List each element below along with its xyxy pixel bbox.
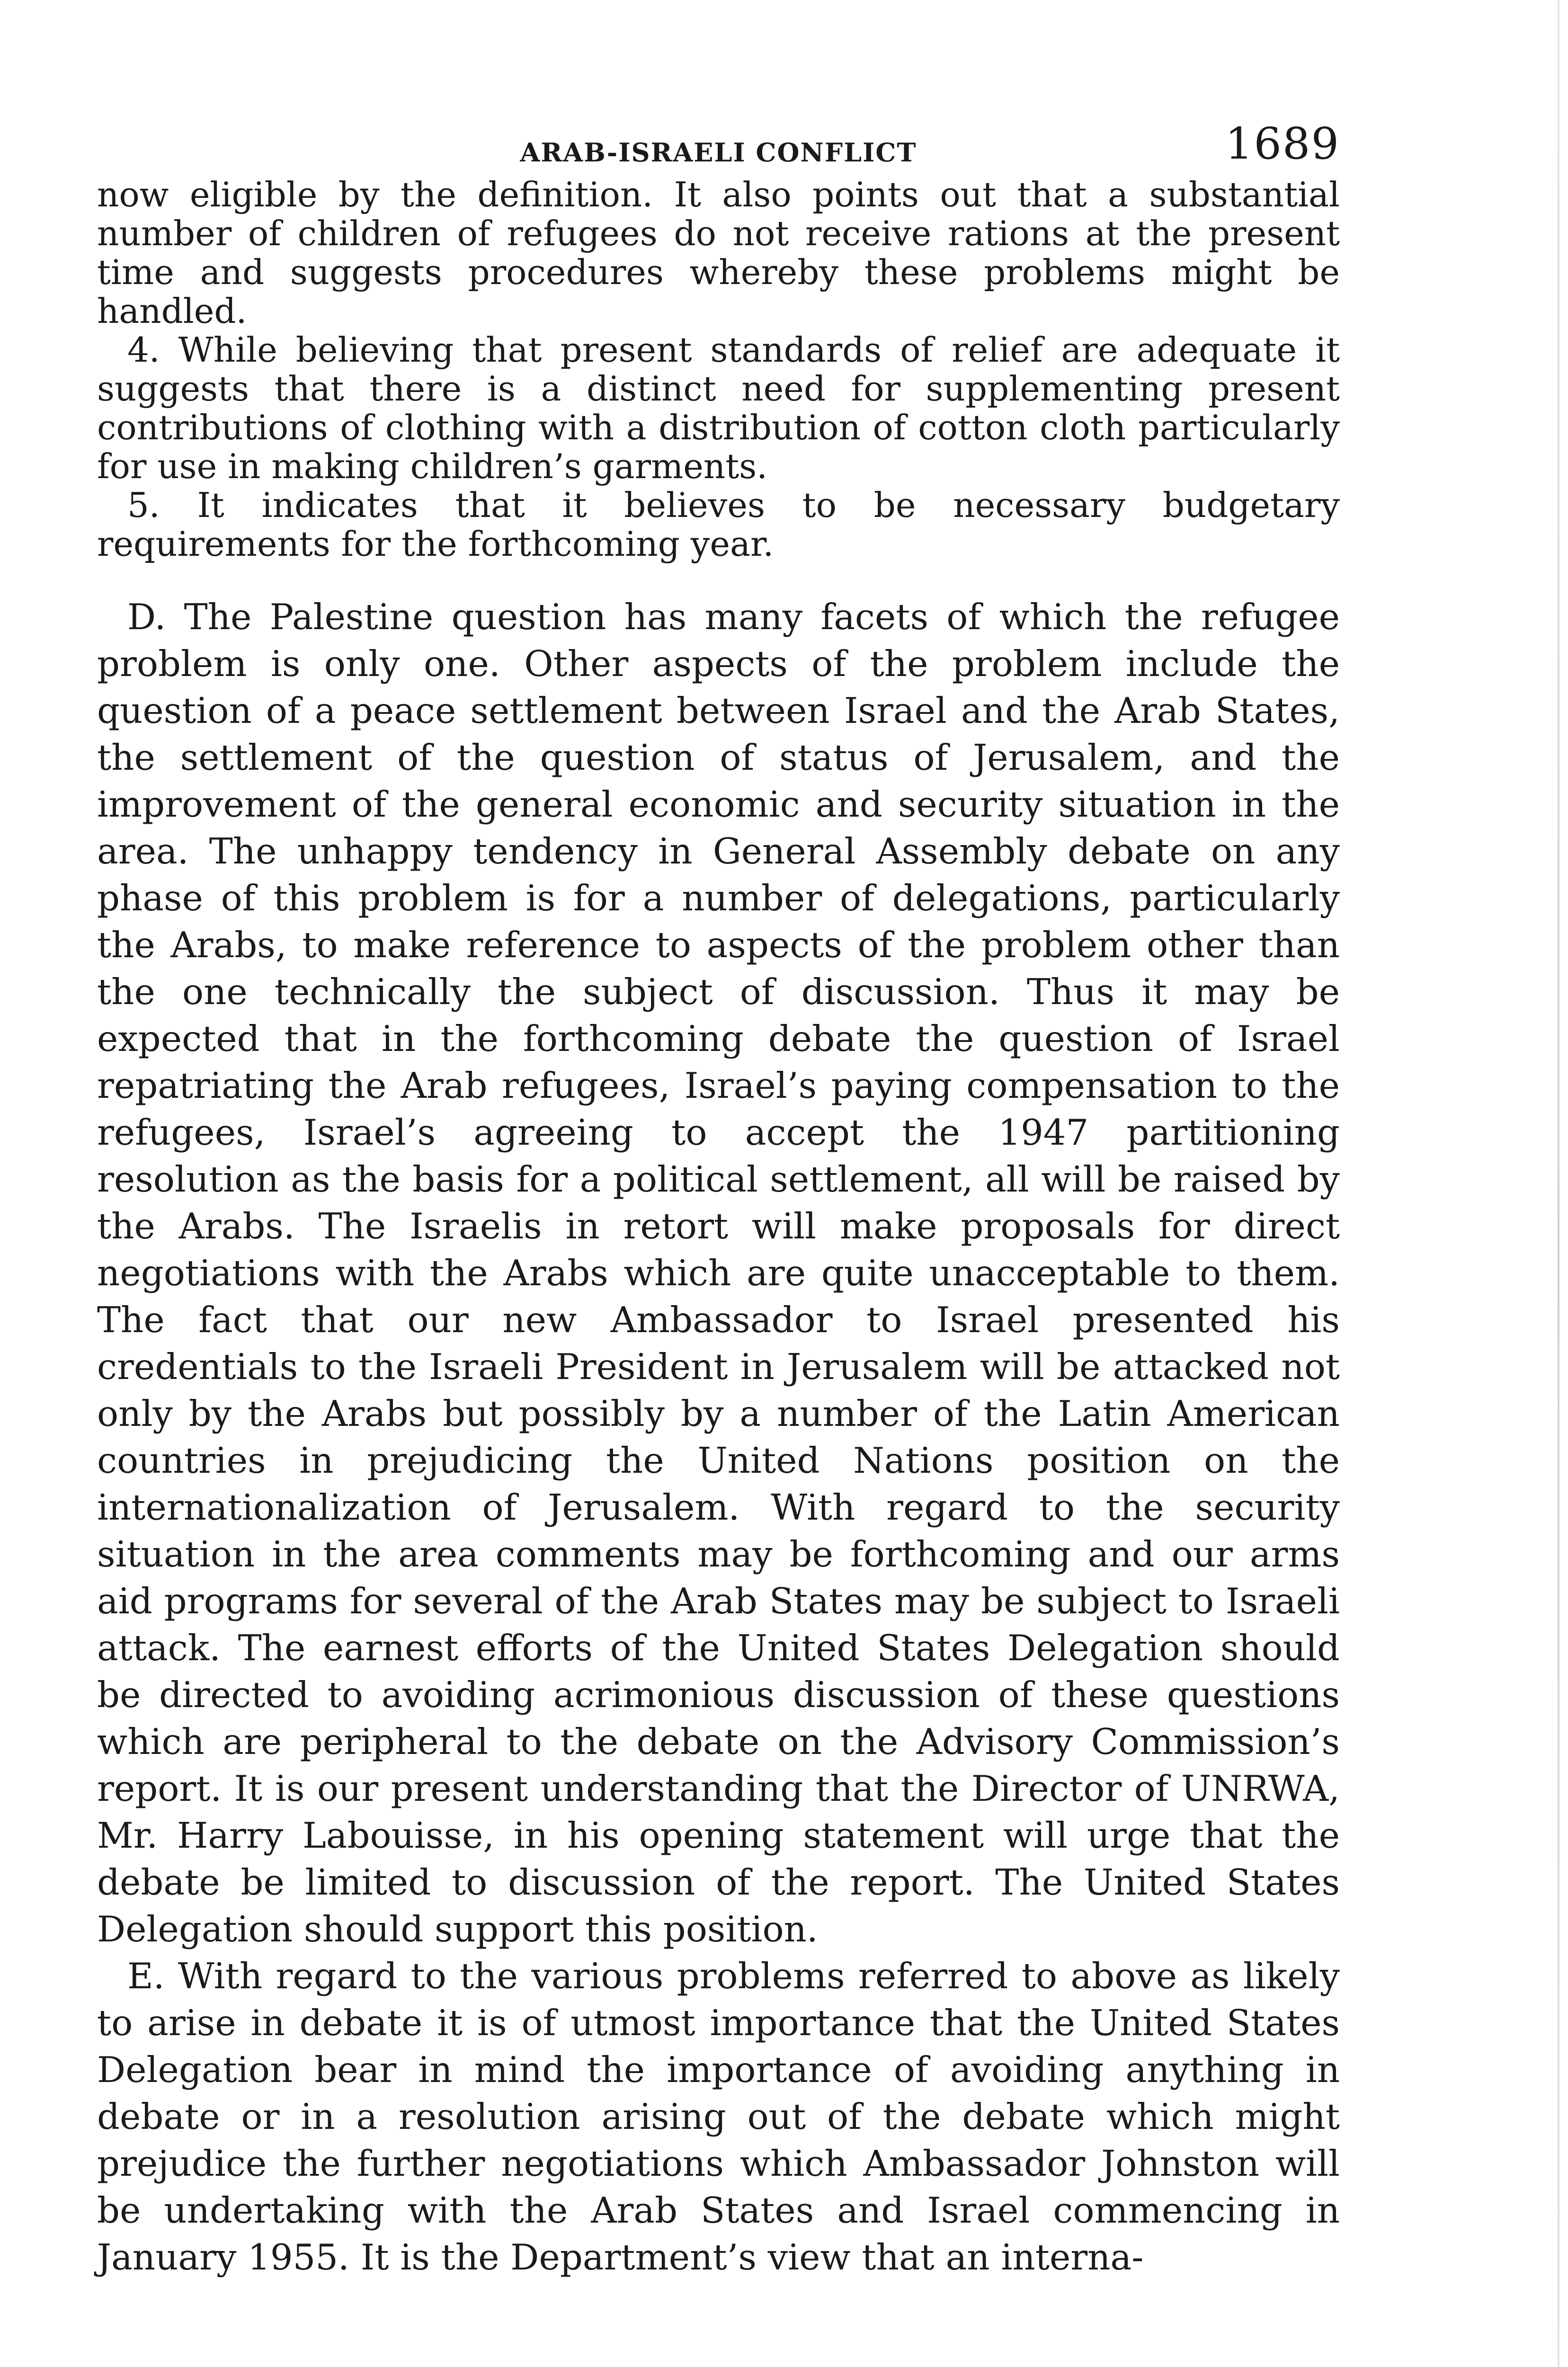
- paragraph-d: D. The Palestine question has many facets of which the refugee problem is only one. Other aspects of the problem include the question of a peace settlement between Israel and the Arab States, the settlement of the question of status of Jerusalem, and the improvement of the general economic and security situation in the area. The unhappy tendency in General Assembly debate on any phase of this problem is for a number of delegations, particularly the Arabs, to make reference to aspects of the problem other than the one technically the subject of discussion. Thus it may be expected that in the forthcoming debate the question of Israel repatriating the Arab refugees, Israel’s paying compensation to the refugees, Israel’s agreeing to accept the 1947 partitioning resolution as the basis for a political settlement, all will be raised by the Arabs. The Israelis in retort will make proposals for direct negotiations with the Arabs which are quite unacceptable to them. The fact that our new Ambassador to Israel presented his credentials to the Israeli President in Jerusalem will be attacked not only by the Arabs but possibly by a number of the Latin American countries in prejudicing the United Nations position on the internationalization of Jerusalem. With regard to the security situation in the area comments may be forthcoming and our arms aid programs for several of the Arab States may be subject to Israeli attack. The earnest efforts of the United States Delegation should be directed to avoiding acrimonious discussion of these questions which are peripheral to the debate on the Advisory Commission’s report. It is our present understanding that the Director of UNRWA, Mr. Harry Labouisse, in his opening statement will urge that the debate be limited to discussion of the report. The United States Delegation should support this position.: [97, 596, 1340, 1950]
- summary-block: [97, 175, 1340, 563]
- main-text-block: [97, 594, 1340, 2281]
- page-edge: [1558, 0, 1559, 2367]
- paragraph-e: E. With regard to the various problems referred to above as likely to arise in debate it is of utmost importance that the United States Delegation bear in mind the importance of avoiding anything in debate or in a resolution arising out of the debate which might prejudice the further negotiations which Ambassador Johnston will be undertaking with the Arab States and Israel commencing in January 1955. It is the Department’s view that an interna-: [97, 1955, 1340, 2278]
- running-head: [97, 118, 1340, 175]
- item-4-paragraph: 4. While believing that present standards of relief are adequate it suggests that there is a distinct need for supplementing present contributions of clothing with a distribution of cotton cloth particularly for use in making children’s garments.: [97, 330, 1340, 486]
- running-title: ARAB-ISRAELI CONFLICT: [520, 137, 917, 168]
- item-5-paragraph: 5. It indicates that it believes to be necessary budgetary requirements for the forthcoming year.: [97, 485, 1340, 564]
- continuation-paragraph: now eligible by the definition. It also points out that a substantial number of children of refugees do not receive rations at the present time and suggests procedures whereby these problems might be handled.: [97, 175, 1340, 331]
- document-page: [97, 118, 1340, 2281]
- page-number: 1689: [1225, 118, 1340, 169]
